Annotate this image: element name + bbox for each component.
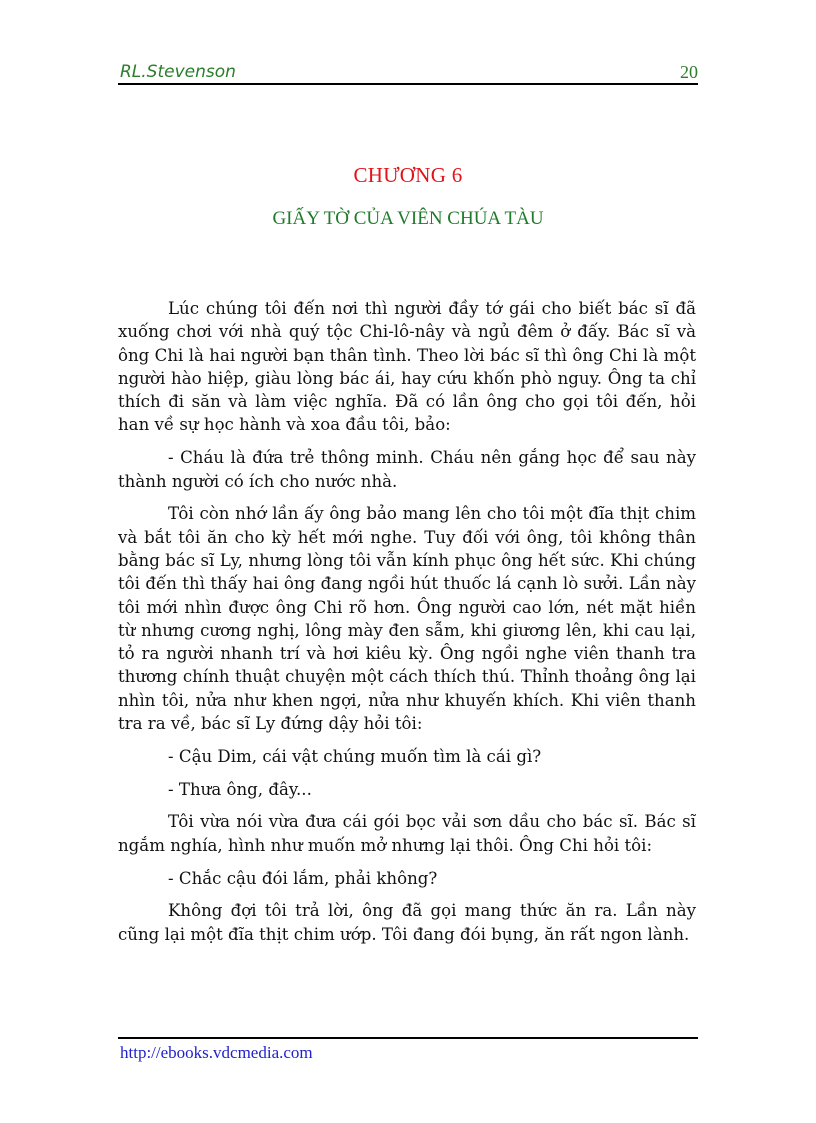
paragraph: Lúc chúng tôi đến nơi thì người đầy tớ gái cho biết bác sĩ đã xuống chơi với nhà quý tộc Chi-lô-nây và ngủ đêm ở đấy. Bác sĩ và ông Chi là hai người bạn thân tình. Theo lời bác sĩ thì ông Chi là một người hào hiệp, giàu lòng bác ái, hay cứu khốn phò nguy. Ông ta chỉ thích đi săn và làm việc nghĩa. Đã có lần ông cho gọi tôi đến, hỏi han về sự học hành và xoa đầu tôi, bảo:	[118, 299, 696, 435]
page-header	[118, 60, 698, 84]
header-author: RL.Stevenson	[120, 62, 236, 82]
chapter-subtitle: GIẤY TỜ CỦA VIÊN CHÚA TÀU	[272, 208, 544, 229]
paragraph: - Cậu Dim, cái vật chúng muốn tìm là cái gì?	[168, 746, 542, 766]
footer-link[interactable]: http://ebooks.vdcmedia.com	[120, 1043, 313, 1062]
paragraph: - Thưa ông, đây...	[168, 779, 312, 799]
chapter-body	[118, 297, 696, 955]
footer-divider	[118, 1037, 698, 1039]
paragraph: Tôi còn nhớ lần ấy ông bảo mang lên cho tôi một đĩa thịt chim và bắt tôi ăn cho kỳ hết mới nghe. Tuy đối với ông, tôi không thân bằng bác sĩ Ly, nhưng lòng tôi vẫn kính phục ông hết sức. Khi chúng tôi đến thì thấy hai ông đang ngồi hút thuốc lá cạnh lò sưởi. Lần này tôi mới nhìn được ông Chi rõ hơn. Ông người cao lớn, nét mặt hiền từ nhưng cương nghị, lông mày đen sẫm, khi giương lên, khi cau lại, tỏ ra người nhanh trí và hơi kiêu kỳ. Ông ngồi nghe viên thanh tra thương chính thuật chuyện một cách thích thú. Thỉnh thoảng ông lại nhìn tôi, nửa như khen ngợi, nửa như khuyến khích. Khi viên thanh tra ra về, bác sĩ Ly đứng dậy hỏi tôi:	[118, 504, 696, 734]
header-divider	[118, 83, 698, 85]
paragraph: - Cháu là đứa trẻ thông minh. Cháu nên gắng học để sau này thành người có ích cho nước nhà.	[118, 448, 696, 491]
paragraph: Không đợi tôi trả lời, ông đã gọi mang thức ăn ra. Lần này cũng lại một đĩa thịt chim ướp. Tôi đang đói bụng, ăn rất ngon lành.	[118, 901, 696, 944]
chapter-title: CHƯƠNG 6	[353, 163, 463, 187]
page-number: 20	[680, 62, 698, 82]
paragraph: Tôi vừa nói vừa đưa cái gói bọc vải sơn dầu cho bác sĩ. Bác sĩ ngắm nghía, hình như muốn mở nhưng lại thôi. Ông Chi hỏi tôi:	[118, 812, 696, 855]
paragraph: - Chắc cậu đói lắm, phải không?	[168, 868, 438, 888]
